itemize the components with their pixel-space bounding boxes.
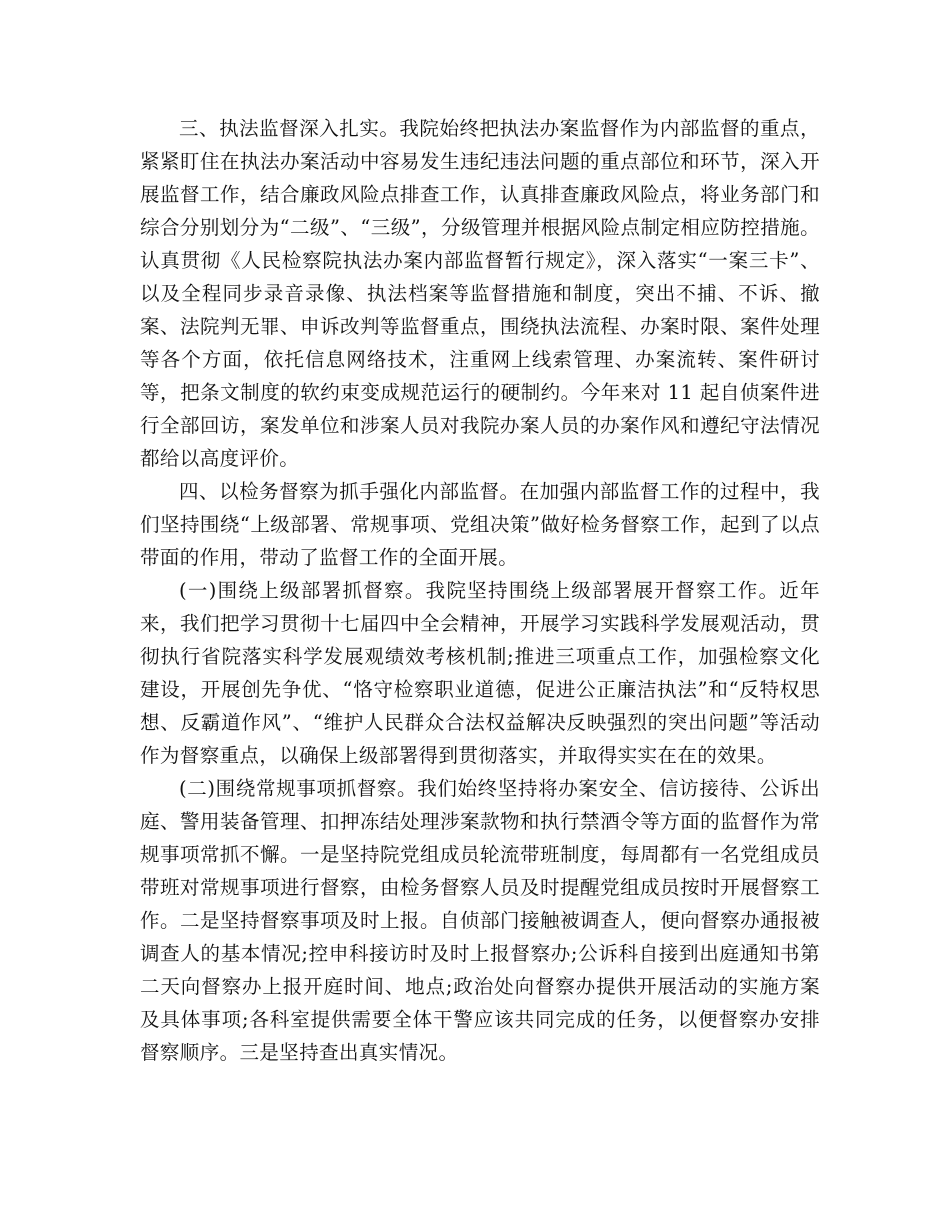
paragraph-supervision-enforcement: 三、执法监督深入扎实。我院始终把执法办案监督作为内部监督的重点，紧紧盯住在执法办案活动中容易发生违纪违法问题的重点部位和环节，深入开展监督工作，结合廉政风险点排查工作，认真排查廉政风险点，将业务部门和综合分别划分为“二级”、“三级”，分级管理并根据风险点制定相应防控措施。认真贯彻《人民检察院执法办案内部监督暂行规定》，深入落实“一案三卡”、以及全程同步录音录像、执法档案等监督措施和制度，突出不捕、不诉、撤案、法院判无罪、申诉改判等监督重点，围绕执法流程、办案时限、案件处理等各个方面，依托信息网络技术，注重网上线索管理、办案流转、案件研讨等，把条文制度的软约束变成规范运行的硬制约。今年来对 11 起自侦案件进行全部回访，案发单位和涉案人员对我院办案人员的办案作风和遵纪守法情况都给以高度评价。 [140, 117, 820, 470]
document-body [140, 112, 820, 1069]
paragraph-inspection-internal: 四、以检务督察为抓手强化内部监督。在加强内部监督工作的过程中，我们坚持围绕“上级部署、常规事项、党组决策”做好检务督察工作，起到了以点带面的作用，带动了监督工作的全面开展。 [140, 480, 820, 569]
paragraph-superior-deployment: (一)围绕上级部署抓督察。我院坚持围绕上级部署展开督察工作。近年来，我们把学习贯彻十七届四中全会精神，开展学习实践科学发展观活动，贯彻执行省院落实科学发展观绩效考核机制;推进三项重点工作，加强检察文化建设，开展创先争优、“恪守检察职业道德，促进公正廉洁执法”和“反特权思想、反霸道作风”、“维护人民群众合法权益解决反映强烈的突出问题”等活动作为督察重点，以确保上级部署得到贯彻落实，并取得实实在在的效果。 [140, 579, 820, 767]
paragraph-routine-matters: (二)围绕常规事项抓督察。我们始终坚持将办案安全、信访接待、公诉出庭、警用装备管理、扣押冻结处理涉案款物和执行禁酒令等方面的监督作为常规事项常抓不懈。一是坚持院党组成员轮流带班制度，每周都有一名党组成员带班对常规事项进行督察，由检务督察人员及时提醒党组成员按时开展督察工作。二是坚持督察事项及时上报。自侦部门接触被调查人，便向督察办通报被调查人的基本情况;控申科接访时及时上报督察办;公诉科自接到出庭通知书第二天向督察办上报开庭时间、地点;政治处向督察办提供开展活动的实施方案及具体事项;各科室提供需要全体干警应该共同完成的任务，以便督察办安排督察顺序。三是坚持查出真实情况。 [140, 777, 820, 1064]
